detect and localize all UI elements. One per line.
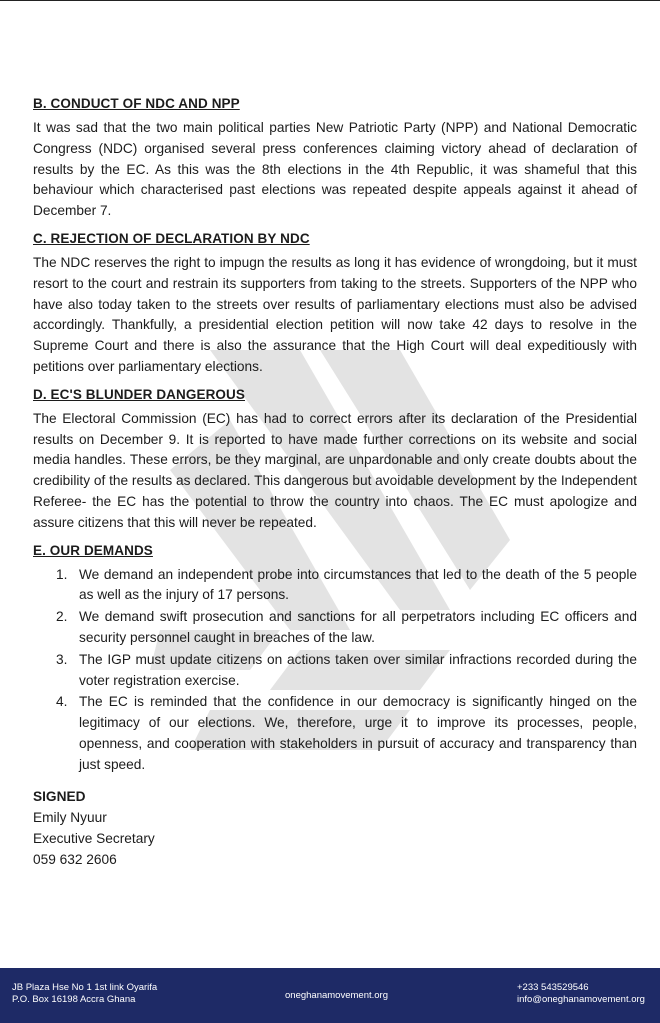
section-paragraph: The NDC reserves the right to impugn the results as long it has evidence of wrongdoing, but it must resort to the court and restrain its supporters from taking to the streets. Supporters of the NPP who have also today taken to the streets over results of parliamentary elections must also be advised accordingly. Thankfully, a presidential election petition will now take 42 days to resolve in the Supreme Court and there is also the assurance that the High Court will deal expeditiously with petitions over parliamentary elections. [33,254,637,374]
signatory-name: Emily Nyuur [33,809,107,825]
list-number: 1. [56,566,68,582]
list-text: We demand swift prosecution and sanctions for all perpetrators including EC officers and security personnel caught in breaches of the law. [79,609,637,645]
demands-list [33,565,637,776]
section-demands [33,543,637,776]
section-paragraph: The Electoral Commission (EC) has had to correct errors after its declaration of the Presidential results on December 9. It is reported to have made further corrections on its website and social media handles. These errors, be they marginal, are unpardonable and only create doubts about the credibility of the results as declared. This dangerous but avoidable development by the Independent Referee- the EC has the potential to throw the country into chaos. The EC must apologize and assure citizens that this will never be repeated. [33,410,637,530]
list-number: 3. [56,651,68,667]
footer-email-link[interactable]: info@oneghanamovement.org [517,994,645,1005]
section-heading: E. OUR DEMANDS [33,542,153,558]
section-heading: C. REJECTION OF DECLARATION BY NDC [33,230,310,246]
section-heading: B. CONDUCT OF NDC AND NPP [33,96,240,111]
address-line: P.O. Box 16198 Accra Ghana [12,994,136,1005]
footer-contact [517,982,645,1006]
list-text: We demand an independent probe into circumstances that led to the death of the 5 people as well as the injury of 17 persons. [79,566,637,603]
list-number: 2. [56,609,68,625]
section-heading: D. EC'S BLUNDER DANGEROUS [33,386,245,402]
signatory-phone: 059 632 2606 [33,851,117,867]
top-rule [0,0,660,1]
section-paragraph: It was sad that the two main political parties New Patriotic Party (NPP) and National Democratic Congress (NDC) organised several press conferences claiming victory ahead of declaration of results by the EC. As this was the 8th elections in the 4th Republic, it was shameful that this behaviour which characterised past elections was repeated despite appeals against it ahead of December 7. [33,120,637,219]
document-body [33,96,637,870]
signatory-title: Executive Secretary [33,830,155,846]
list-text: The EC is reminded that the confidence in our democracy is significantly hinged on the legitimacy of our elections. We, therefore, urge it to improve its processes, people, openness, and cooperation with stakeholders in pursuit of accuracy and transparency than just speed. [79,694,637,772]
footer-website-link[interactable]: oneghanamovement.org [285,990,388,1001]
list-item [33,565,637,607]
section-rejection [33,231,637,378]
section-conduct [33,96,637,222]
list-item [33,692,637,775]
section-ec-blunder [33,387,637,534]
list-item [33,607,637,649]
footer-bar [0,968,660,1023]
address-line: JB Plaza Hse No 1 1st link Oyarifa [12,982,158,993]
signed-label: SIGNED [33,788,86,804]
list-text: The IGP must update citizens on actions taken over similar infractions recorded during the voter registration exercise. [79,651,637,688]
footer-phone: +233 543529546 [517,982,589,993]
footer-address [12,982,157,1006]
list-number: 4. [56,694,68,710]
list-item [33,650,637,692]
